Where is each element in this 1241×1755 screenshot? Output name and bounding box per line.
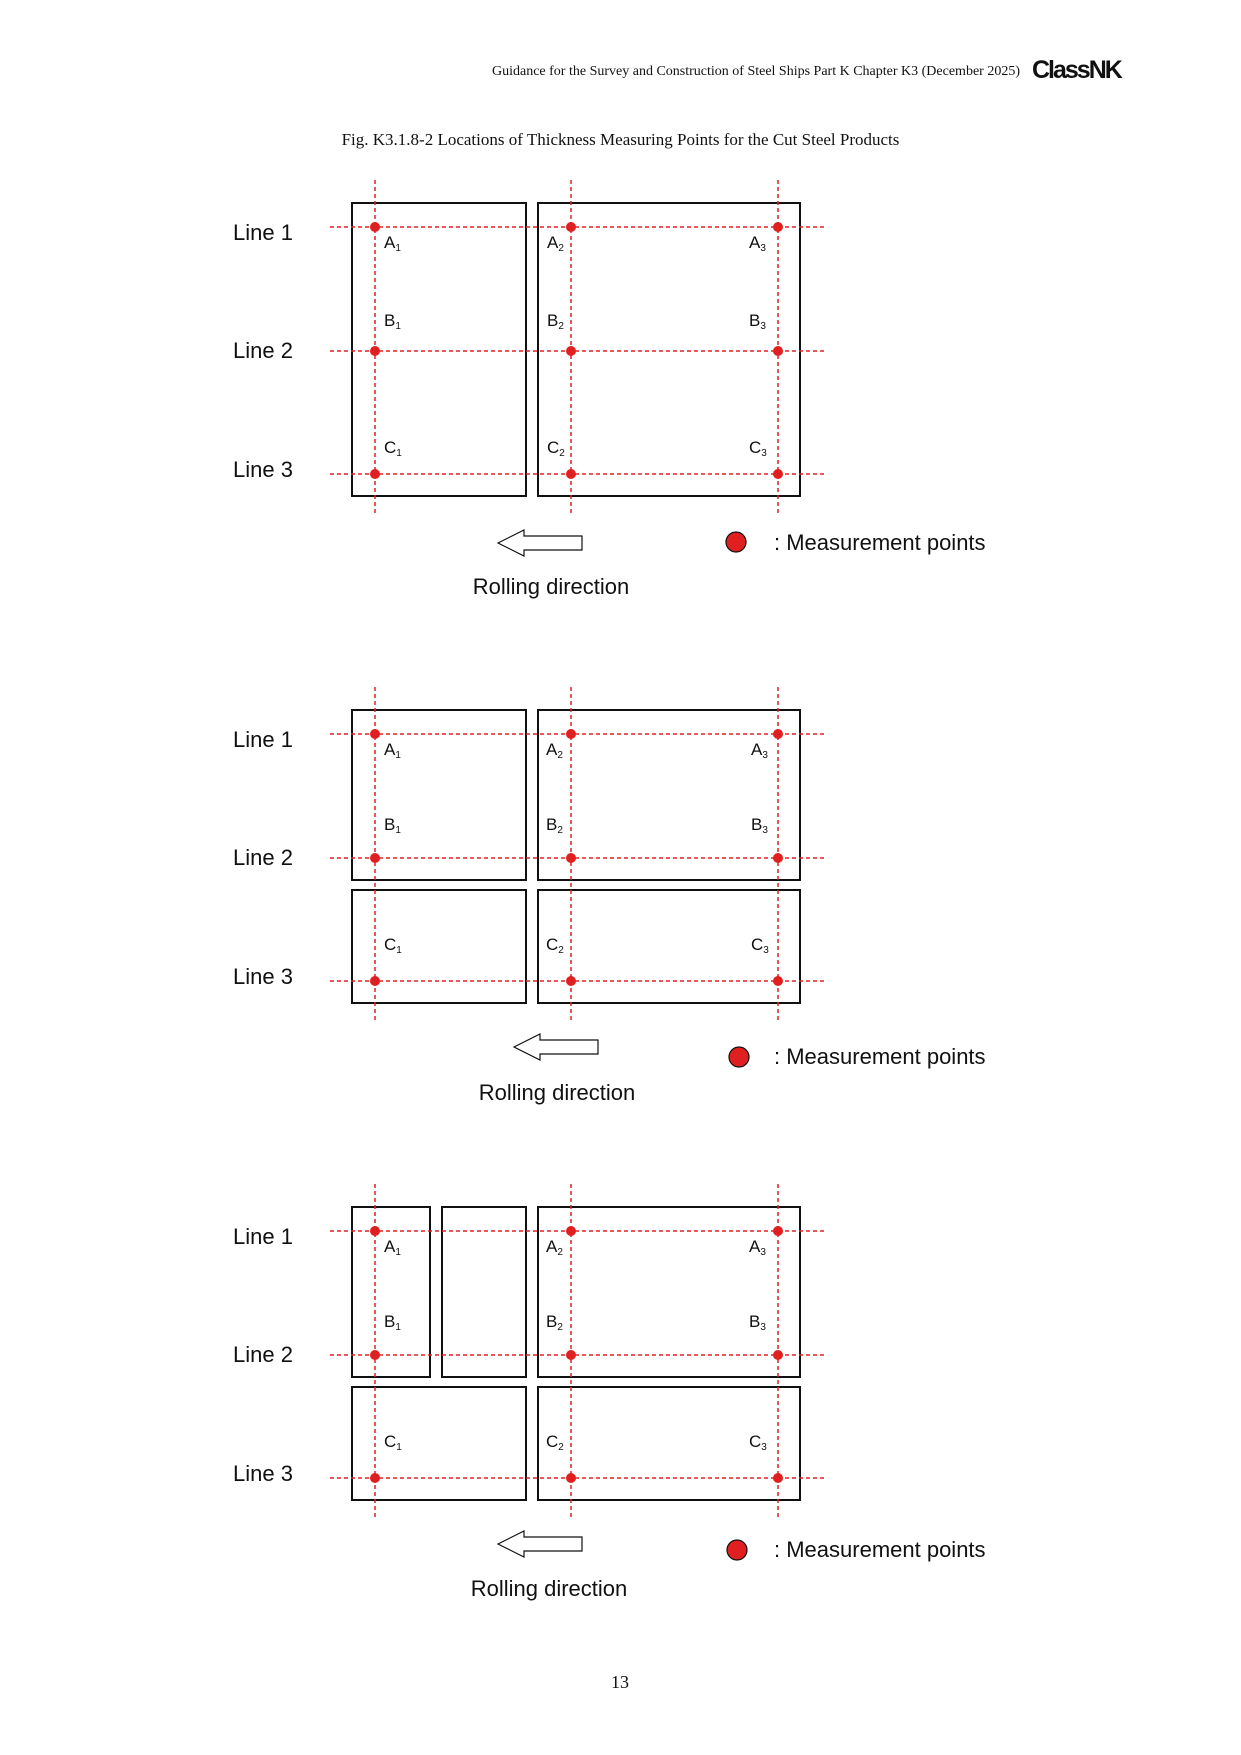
figure-panel-3 xyxy=(0,1174,1241,1614)
measurement-point-c2 xyxy=(566,1473,576,1483)
point-label-c1: $C_1$ xyxy=(384,1432,402,1453)
point-label-a2: $A_2$ xyxy=(546,740,563,761)
measurement-point-b1 xyxy=(370,853,380,863)
point-label-b3: $B_3$ xyxy=(749,1312,766,1333)
measurement-point-b2 xyxy=(566,1350,576,1360)
measurement-point-b2 xyxy=(566,853,576,863)
measurement-point-a2 xyxy=(566,222,576,232)
rolling-direction-arrow-icon xyxy=(498,530,582,556)
point-label-a1: $A_1$ xyxy=(384,740,401,761)
rolling-direction-label: Rolling direction xyxy=(478,1080,636,1105)
point-label-a3: $A_3$ xyxy=(751,740,768,761)
measurement-point-c2 xyxy=(566,976,576,986)
rolling-direction-label: Rolling direction xyxy=(472,574,630,599)
legend-point-icon xyxy=(727,1540,747,1560)
measurement-point-c3 xyxy=(773,976,783,986)
point-label-b2: $B_2$ xyxy=(546,1312,563,1333)
measurement-point-b3 xyxy=(773,346,783,356)
measurement-point-c1 xyxy=(370,976,380,986)
legend-point-icon xyxy=(729,1047,749,1067)
point-label-b1: $B_1$ xyxy=(384,815,401,836)
figure-panel-2 xyxy=(0,677,1241,1117)
point-label-b1: $B_1$ xyxy=(384,1312,401,1333)
line-1-label: Line 1 xyxy=(233,220,293,245)
point-label-a2: $A_2$ xyxy=(547,233,564,254)
measurement-point-c1 xyxy=(370,1473,380,1483)
measurement-point-a1 xyxy=(370,222,380,232)
measurement-point-a1 xyxy=(370,729,380,739)
measurement-point-a1 xyxy=(370,1226,380,1236)
point-label-a3: $A_3$ xyxy=(749,233,766,254)
measurement-point-a2 xyxy=(566,1226,576,1236)
point-label-c2: $C_2$ xyxy=(546,1432,564,1453)
line-2-label: Line 2 xyxy=(233,845,293,870)
point-label-c3: $C_3$ xyxy=(749,438,767,459)
point-label-c2: $C_2$ xyxy=(547,438,565,459)
line-3-label: Line 3 xyxy=(233,1461,293,1486)
measurement-point-a3 xyxy=(773,729,783,739)
point-label-c1: $C_1$ xyxy=(384,438,402,459)
legend-label: : Measurement points xyxy=(774,1044,986,1069)
measurement-point-b3 xyxy=(773,853,783,863)
point-label-c3: $C_3$ xyxy=(751,935,769,956)
legend-label: : Measurement points xyxy=(774,1537,986,1562)
point-label-b2: $B_2$ xyxy=(547,311,564,332)
figure-caption: Fig. K3.1.8-2 Locations of Thickness Measuring Points for the Cut Steel Products xyxy=(341,130,900,149)
measurement-point-b1 xyxy=(370,1350,380,1360)
measurement-point-a3 xyxy=(773,222,783,232)
measurement-point-a3 xyxy=(773,1226,783,1236)
line-1-label: Line 1 xyxy=(233,727,293,752)
point-label-b3: $B_3$ xyxy=(749,311,766,332)
line-3-label: Line 3 xyxy=(233,964,293,989)
steel-piece-top-right xyxy=(538,1207,800,1377)
legend-point-icon xyxy=(726,532,746,552)
steel-piece-bottom-left xyxy=(352,1387,526,1500)
line-1-label: Line 1 xyxy=(233,1224,293,1249)
measurement-point-c3 xyxy=(773,469,783,479)
rolling-direction-arrow-icon xyxy=(514,1034,598,1060)
point-label-c1: $C_1$ xyxy=(384,935,402,956)
steel-piece-top-right xyxy=(538,710,800,880)
measurement-point-b3 xyxy=(773,1350,783,1360)
page-number: 13 xyxy=(611,1672,629,1692)
classnk-logo: ClassNK xyxy=(1032,56,1121,84)
figure-3-diagram xyxy=(0,1174,1241,1614)
measurement-point-c3 xyxy=(773,1473,783,1483)
steel-piece-top-narrow xyxy=(352,1207,430,1377)
measurement-point-c1 xyxy=(370,469,380,479)
point-label-c2: $C_2$ xyxy=(546,935,564,956)
legend-label: : Measurement points xyxy=(774,530,986,555)
point-label-a1: $A_1$ xyxy=(384,1237,401,1258)
figure-2-diagram xyxy=(0,677,1241,1117)
rolling-direction-label: Rolling direction xyxy=(470,1576,628,1601)
line-2-label: Line 2 xyxy=(233,1342,293,1367)
figure-1-diagram xyxy=(0,170,1241,610)
point-label-c3: $C_3$ xyxy=(749,1432,767,1453)
measurement-point-a2 xyxy=(566,729,576,739)
measurement-point-b2 xyxy=(566,346,576,356)
point-label-b3: $B_3$ xyxy=(751,815,768,836)
measurement-point-b1 xyxy=(370,346,380,356)
rolling-direction-arrow-icon xyxy=(498,1531,582,1557)
point-label-b2: $B_2$ xyxy=(546,815,563,836)
point-label-a1: $A_1$ xyxy=(384,233,401,254)
steel-piece-top-middle xyxy=(442,1207,526,1377)
line-3-label: Line 3 xyxy=(233,457,293,482)
measurement-point-c2 xyxy=(566,469,576,479)
point-label-a2: $A_2$ xyxy=(546,1237,563,1258)
line-2-label: Line 2 xyxy=(233,338,293,363)
steel-piece-bottom-left xyxy=(352,890,526,1003)
point-label-b1: $B_1$ xyxy=(384,311,401,332)
point-label-a3: $A_3$ xyxy=(749,1237,766,1258)
figure-panel-1 xyxy=(0,170,1241,610)
running-header: Guidance for the Survey and Construction of Steel Ships Part K Chapter K3 (December 2025) xyxy=(492,64,1020,79)
